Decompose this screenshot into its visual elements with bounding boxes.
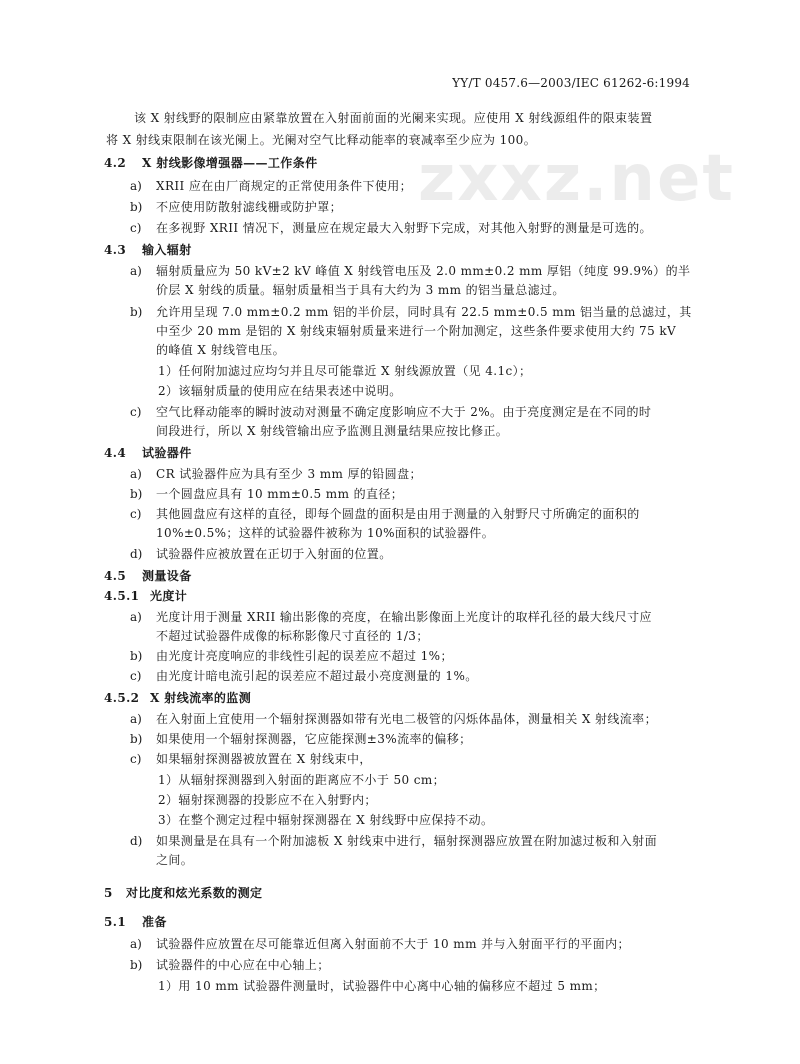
list-item: 其他圆盘应有这样的直径，即每个圆盘的面积是由用于测量的入射野尺寸所确定的面积的 bbox=[156, 507, 640, 521]
section-heading bbox=[104, 155, 318, 171]
list-marker: b) bbox=[130, 200, 143, 214]
list-marker: c) bbox=[130, 405, 142, 419]
list-marker: c) bbox=[130, 221, 142, 235]
list-item: 试验器件的中心应在中心轴上； bbox=[156, 958, 330, 972]
intro-line-2: 将 X 射线束限制在该光阑上。光阑对空气比释动能率的衰减率至少应为 100。 bbox=[106, 133, 537, 147]
section-number: 4.3 bbox=[104, 243, 127, 257]
list-item: 如果测量是在具有一个附加滤板 X 射线束中进行，辐射探测器应放置在附加滤过板和入射面 bbox=[156, 834, 657, 848]
list-item: 如果辐射探测器被放置在 X 射线束中， bbox=[156, 752, 372, 766]
list-marker: a) bbox=[130, 610, 142, 624]
list-marker: d) bbox=[130, 547, 143, 561]
sub-item: 2）该辐射质量的使用应在结果表述中说明。 bbox=[158, 384, 402, 398]
section-number: 5.1 bbox=[104, 915, 127, 929]
list-item: CR 试验器件应为具有至少 3 mm 厚的铅圆盘； bbox=[156, 467, 422, 481]
section-heading bbox=[104, 445, 192, 461]
list-marker: b) bbox=[130, 649, 143, 663]
list-item: 光度计用于测量 XRII 输出影像的亮度，在输出影像面上光度计的取样孔径的最大线尺寸应 bbox=[156, 610, 652, 624]
list-marker: a) bbox=[130, 937, 142, 951]
list-item: 在多视野 XRII 情况下，测量应在规定最大入射野下完成，对其他入射野的测量是可选的。 bbox=[156, 221, 652, 235]
watermark: zxxz.net bbox=[418, 142, 735, 216]
list-marker: c) bbox=[130, 507, 142, 521]
section-number: 5 bbox=[104, 886, 113, 900]
list-item: 试验器件应放置在尽可能靠近但离入射面前不大于 10 mm 并与入射面平行的平面内； bbox=[156, 937, 630, 951]
list-item-continuation: 10%±0.5%；这样的试验器件被称为 10%面积的试验器件。 bbox=[156, 526, 495, 540]
list-item: 辐射质量应为 50 kV±2 kV 峰值 X 射线管电压及 2.0 mm±0.2 mm 厚铝（纯度 99.9%）的半 bbox=[156, 264, 691, 278]
list-item: 由光度计亮度响应的非线性引起的误差应不超过 1%； bbox=[156, 649, 453, 663]
list-marker: b) bbox=[130, 487, 143, 501]
list-item: 试验器件应被放置在正切于入射面的位置。 bbox=[156, 547, 392, 561]
subsection-heading bbox=[104, 588, 187, 604]
list-marker: b) bbox=[130, 305, 143, 319]
list-marker: a) bbox=[130, 179, 142, 193]
section-title: X 射线流率的监测 bbox=[150, 691, 252, 705]
list-marker: a) bbox=[130, 467, 142, 481]
list-item: 由光度计暗电流引起的误差应不超过最小亮度测量的 1%。 bbox=[156, 669, 478, 683]
section-title: 输入辐射 bbox=[142, 243, 192, 257]
section-number: 4.5.2 bbox=[104, 691, 140, 705]
list-marker: a) bbox=[130, 712, 142, 726]
chapter-heading bbox=[104, 885, 262, 901]
list-item-continuation: 的峰值 X 射线管电压。 bbox=[156, 343, 285, 357]
list-marker: a) bbox=[130, 264, 142, 278]
list-item: XRII 应在由厂商规定的正常使用条件下使用； bbox=[156, 179, 413, 193]
section-title: 光度计 bbox=[150, 589, 188, 603]
list-item-continuation: 不超过试验器件成像的标称影像尺寸直径的 1/3； bbox=[156, 629, 429, 643]
standard-header: YY/T 0457.6—2003/IEC 61262-6:1994 bbox=[452, 76, 690, 90]
sub-item: 1）用 10 mm 试验器件测量时，试验器件中心离中心轴的偏移应不超过 5 mm； bbox=[158, 979, 606, 993]
list-item: 不应使用防散射滤线栅或防护罩； bbox=[156, 200, 343, 214]
list-item: 如果使用一个辐射探测器，它应能探测±3%流率的偏移； bbox=[156, 732, 472, 746]
list-item: 一个圆盘应具有 10 mm±0.5 mm 的直径； bbox=[156, 487, 404, 501]
list-marker: c) bbox=[130, 752, 142, 766]
list-item-continuation: 之间。 bbox=[156, 853, 194, 867]
section-title: 测量设备 bbox=[142, 569, 192, 583]
sub-item: 2）辐射探测器的投影应不在入射野内； bbox=[158, 793, 377, 807]
list-marker: d) bbox=[130, 834, 143, 848]
list-marker: b) bbox=[130, 732, 143, 746]
sub-item: 3）在整个测定过程中辐射探测器在 X 射线野中应保持不动。 bbox=[158, 813, 494, 827]
section-number: 4.5.1 bbox=[104, 589, 140, 603]
sub-item: 1）任何附加滤过应均匀并且尽可能靠近 X 射线源放置（见 4.1c）； bbox=[158, 364, 532, 378]
section-number: 4.5 bbox=[104, 569, 127, 583]
list-marker: b) bbox=[130, 958, 143, 972]
intro-line-1: 该 X 射线野的限制应由紧靠放置在入射面前面的光阑来实现。应使用 X 射线源组件的限束装置 bbox=[134, 111, 653, 125]
list-item: 在入射面上宜使用一个辐射探测器如带有光电二极管的闪烁体晶体，测量相关 X 射线流率； bbox=[156, 712, 657, 726]
list-item-continuation: 间段进行，所以 X 射线管输出应予监测且测量结果应按比修正。 bbox=[156, 424, 509, 438]
list-item: 允许用呈现 7.0 mm±0.2 mm 铝的半价层，同时具有 22.5 mm±0.5 mm 铝当量的总滤过，其 bbox=[156, 305, 692, 319]
section-number: 4.2 bbox=[104, 156, 127, 170]
subsection-heading bbox=[104, 690, 251, 706]
section-title: X 射线影像增强器——工作条件 bbox=[142, 156, 318, 170]
list-item: 空气比释动能率的瞬时波动对测量不确定度影响应不大于 2%。由于亮度测定是在不同的时 bbox=[156, 405, 652, 419]
list-item-continuation: 中至少 20 mm 是铝的 X 射线束辐射质量来进行一个附加测定，这些条件要求使用大约 75 kV bbox=[156, 324, 677, 338]
section-heading bbox=[104, 242, 192, 258]
sub-item: 1）从辐射探测器到入射面的距离应不小于 50 cm； bbox=[158, 773, 446, 787]
list-item-continuation: 价层 X 射线的质量。辐射质量相当于具有大约为 3 mm 的铝当量总滤过。 bbox=[156, 283, 565, 297]
list-marker: c) bbox=[130, 669, 142, 683]
section-heading bbox=[104, 914, 167, 930]
section-heading bbox=[104, 568, 192, 584]
section-title: 对比度和炫光系数的测定 bbox=[126, 886, 263, 900]
section-title: 准备 bbox=[142, 915, 167, 929]
section-number: 4.4 bbox=[104, 446, 127, 460]
section-title: 试验器件 bbox=[142, 446, 192, 460]
